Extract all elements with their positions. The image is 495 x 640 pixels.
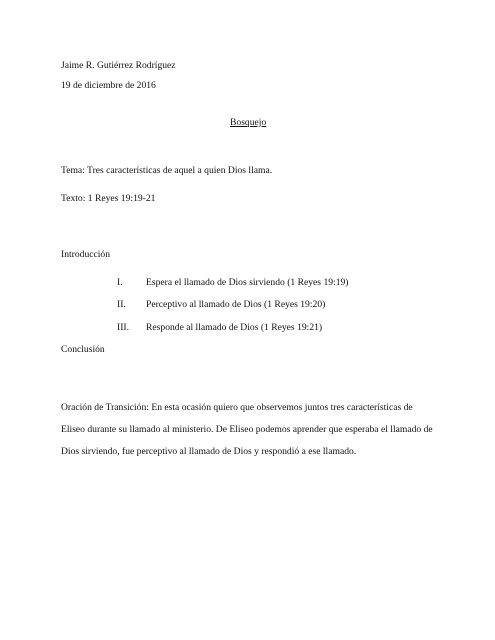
introduction-heading: Introducción (61, 249, 111, 260)
outline-item (0, 277, 495, 291)
conclusion-heading: Conclusión (61, 344, 105, 355)
document-date: 19 de diciembre de 2016 (61, 80, 156, 91)
outline-text: Perceptivo al llamado de Dios (1 Reyes 19:20) (146, 299, 326, 310)
outline-numeral: I. (117, 277, 123, 288)
outline-text: Responde al llamado de Dios (1 Reyes 19:21) (146, 322, 323, 333)
outline-item (0, 299, 495, 313)
outline-text: Espera el llamado de Dios sirviendo (1 Reyes 19:19) (146, 277, 349, 288)
outline-numeral: II. (117, 299, 126, 310)
transition-paragraph-line: Oración de Transición: En esta ocasión quiero que observemos juntos tres características de (61, 402, 413, 413)
author-name: Jaime R. Gutiérrez Rodríguez (61, 60, 176, 71)
document-title: Bosquejo (230, 117, 267, 128)
outline-numeral: III. (117, 322, 129, 333)
outline-item (0, 322, 495, 336)
transition-paragraph-line: Dios sirviendo, fue perceptivo al llamado de Dios y respondió a ese llamado. (61, 446, 357, 457)
sermon-text-reference: Texto: 1 Reyes 19:19-21 (61, 193, 156, 204)
transition-paragraph-line: Eliseo durante su llamado al ministerio. De Eliseo podemos aprender que esperaba el llamado de (61, 424, 433, 435)
sermon-theme: Tema: Tres características de aquel a quien Dios llama. (61, 165, 273, 176)
